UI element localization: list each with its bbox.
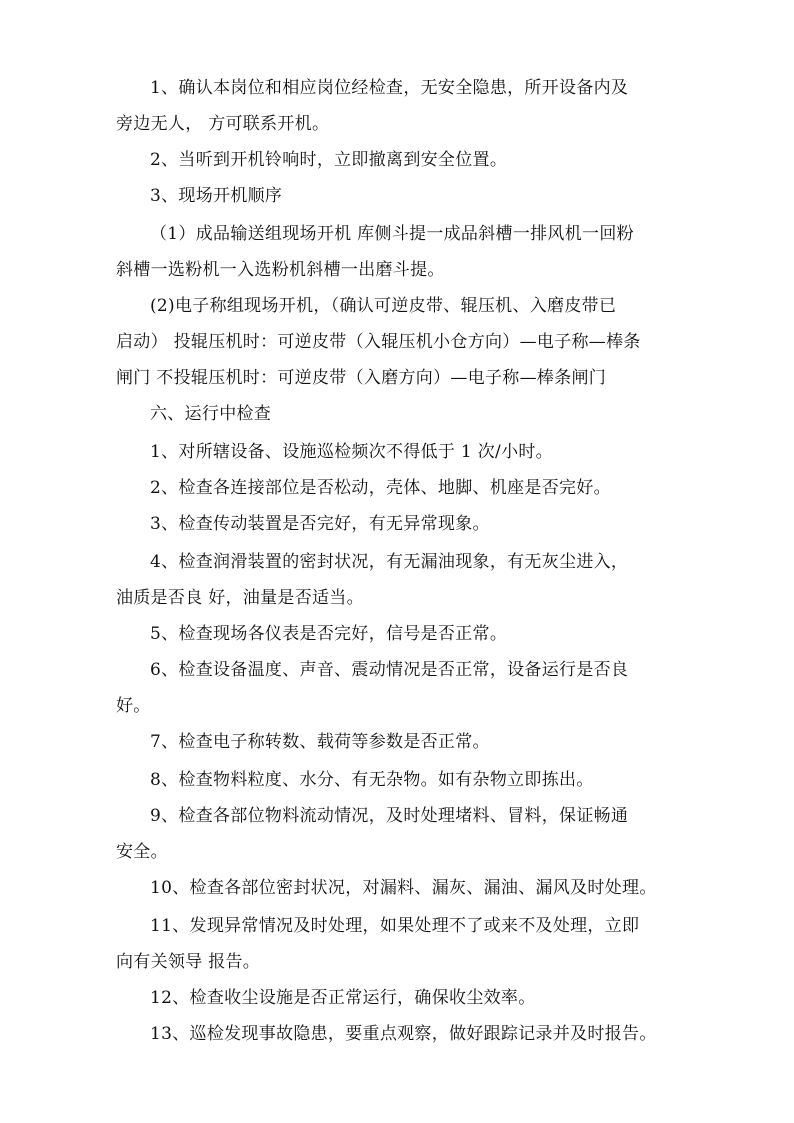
text-line: 旁边无人， 方可联系开机。: [116, 114, 330, 134]
text-line: 六、运行中检查: [150, 404, 272, 424]
paragraph-check-scale-params: [116, 724, 676, 760]
text-line: 6、检查设备温度、声音、震动情况是否正常，设备运行是否良: [150, 660, 629, 680]
section-heading-running-inspection: [116, 396, 676, 432]
text-line: 1、对所辖设备、设施巡检频次不得低于 1 次/小时。: [150, 442, 553, 462]
text-line: 10、检查各部位密封状况，对漏料、漏灰、漏油、漏风及时处理。: [150, 878, 657, 898]
paragraph-check-temperature: [116, 652, 676, 724]
paragraph-check-dust-collection: [116, 980, 676, 1016]
text-line: 2、当听到开机铃响时，立即撤离到安全位置。: [150, 150, 508, 170]
paragraph-check-instruments: [116, 616, 676, 652]
text-line: 8、检查物料粒度、水分、有无杂物。如有杂物立即拣出。: [150, 770, 594, 790]
text-line: 4、检查润滑装置的密封状况，有无漏油现象，有无灰尘进入，: [150, 552, 629, 572]
paragraph-check-sealing: [116, 870, 676, 906]
text-line: 5、检查现场各仪表是否完好，信号是否正常。: [150, 624, 508, 644]
paragraph-startup-sequence-heading: [116, 178, 676, 214]
text-line: 3、检查传动装置是否完好，有无异常现象。: [150, 514, 490, 534]
text-line: 9、检查各部位物料流动情况，及时处理堵料、冒料，保证畅通: [150, 806, 629, 826]
paragraph-check-lubrication: [116, 544, 676, 616]
paragraph-scale-group-startup: [116, 288, 676, 396]
paragraph-bell-evacuate: [116, 142, 676, 178]
text-line: 1、确认本岗位和相应岗位经检查，无安全隐患，所开设备内及: [150, 78, 629, 98]
text-line: （1）成品输送组现场开机 库侧斗提一成品斜槽一排风机一回粉: [150, 224, 634, 244]
text-line: 2、检查各连接部位是否松动，壳体、地脚、机座是否完好。: [150, 478, 611, 498]
paragraph-conveyor-group-startup: [116, 216, 676, 288]
paragraph-check-connections: [116, 470, 676, 506]
text-line: 3、现场开机顺序: [150, 186, 283, 206]
text-line: 斜槽一选粉机一入选粉机斜槽一出磨斗提。: [116, 260, 445, 280]
text-line: 油质是否良 好，油量是否适当。: [116, 588, 364, 608]
paragraph-confirm-safety: [116, 70, 676, 142]
paragraph-hazard-report: [116, 1016, 676, 1052]
paragraph-check-material-flow: [116, 798, 676, 870]
text-line: 启动） 投辊压机时：可逆皮带（入辊压机小仓方向）—电子称—棒条: [116, 332, 641, 352]
paragraph-check-material: [116, 762, 676, 798]
paragraph-check-transmission: [116, 506, 676, 542]
text-line: 13、巡检发现事故隐患，要重点观察，做好跟踪记录并及时报告。: [150, 1024, 657, 1044]
text-line: 向有关领导 报告。: [116, 952, 261, 972]
paragraph-inspection-frequency: [116, 434, 676, 470]
text-line: 好。: [116, 696, 151, 716]
text-line: 11、发现异常情况及时处理，如果处理不了或来不及处理，立即: [150, 916, 640, 936]
text-line: 12、检查收尘设施是否正常运行，确保收尘效率。: [150, 988, 536, 1008]
text-line: 闸门 不投辊压机时：可逆皮带（入磨方向）—电子称—棒条闸门: [116, 368, 607, 388]
text-line: 7、检查电子称转数、载荷等参数是否正常。: [150, 732, 490, 752]
paragraph-handle-abnormal: [116, 908, 676, 980]
text-line: (2)电子称组现场开机，（确认可逆皮带、辊压机、入磨皮带已: [150, 296, 617, 316]
text-line: 安全。: [116, 842, 168, 862]
